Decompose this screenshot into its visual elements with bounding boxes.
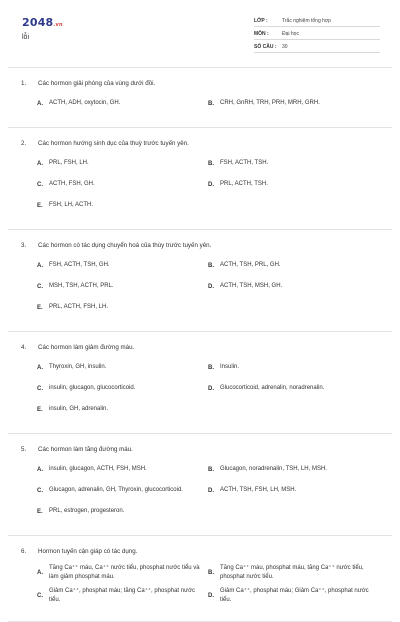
answer-option[interactable] (37, 198, 208, 213)
answer-option[interactable] (208, 177, 379, 192)
option-text: Glucagon, noradrenalin, TSH, LH, MSH. (220, 466, 327, 473)
option-text: Giảm Ca⁺⁺, phosphat máu; tăng Ca⁺⁺, phosphat nước tiểu. (49, 588, 196, 604)
question-item (8, 434, 392, 536)
option-text: ACTH, TSH, MSH, GH. (220, 283, 283, 290)
answer-option[interactable] (37, 177, 208, 192)
option-letter: C. (37, 283, 43, 290)
question-stem (8, 344, 392, 351)
option-letter: E. (37, 508, 43, 515)
meta-value: Đại học (282, 31, 299, 37)
option-letter: B. (208, 466, 214, 473)
option-letter: D. (208, 283, 214, 290)
question-number: 2. (21, 140, 27, 147)
meta-label: SỐ CÂU : (254, 44, 277, 50)
option-letter: C. (37, 181, 43, 188)
option-letter: C. (37, 385, 43, 392)
answer-option[interactable] (208, 483, 379, 498)
option-letter: A. (37, 160, 43, 167)
document-header (0, 0, 400, 64)
answer-option[interactable] (37, 156, 208, 171)
meta-value: 30 (282, 44, 288, 50)
answer-option[interactable] (37, 483, 208, 498)
option-letter: A. (37, 100, 43, 107)
answer-option[interactable] (208, 279, 379, 294)
meta-label: MÔN : (254, 31, 269, 37)
option-text: MSH, TSH, ACTH, PRL. (49, 283, 114, 290)
answer-option[interactable] (37, 564, 208, 581)
answer-option[interactable] (37, 279, 208, 294)
option-letter: D. (208, 487, 214, 494)
answer-options (8, 258, 392, 321)
option-letter: D. (208, 385, 214, 392)
meta-row-question-count (254, 40, 380, 53)
meta-row-subject (254, 27, 380, 40)
answer-options (8, 564, 392, 611)
question-number: 1. (21, 80, 27, 87)
option-letter: E. (37, 202, 43, 209)
question-item (8, 332, 392, 434)
logo-suffix: .vn (53, 22, 63, 28)
answer-option[interactable] (37, 258, 208, 273)
question-number: 3. (21, 242, 27, 249)
option-text: ACTH, ADH, oxytocin, GH. (49, 100, 121, 107)
question-text: Hormon tuyến cận giáp có tác dụng. (38, 548, 138, 555)
question-number: 5. (21, 446, 27, 453)
logo-text: 2048 (22, 16, 54, 29)
answer-option[interactable] (208, 360, 379, 375)
option-letter: D. (208, 181, 214, 188)
answer-options (8, 360, 392, 423)
meta-value: Trắc nghiệm tổng hợp (282, 18, 331, 24)
option-text: Giảm Ca⁺⁺, phosphat máu; Giảm Ca⁺⁺, phosphat nước tiểu. (220, 588, 369, 604)
option-letter: A. (37, 262, 43, 269)
answer-options (8, 462, 392, 525)
answer-option[interactable] (208, 96, 379, 111)
option-text: ACTH, TSH, FSH, LH, MSH. (220, 487, 297, 494)
question-stem (8, 242, 392, 249)
answer-option[interactable] (208, 258, 379, 273)
option-letter: E. (37, 304, 43, 311)
option-text: Glucagon, adrenalin, GH, Thyroxin, glucocorticoid. (49, 487, 183, 494)
option-letter: A. (37, 364, 43, 371)
answer-option[interactable] (37, 504, 208, 519)
answer-option[interactable] (37, 300, 208, 315)
question-stem (8, 80, 392, 87)
question-list (0, 68, 400, 622)
option-text: Tăng Ca⁺⁺ máu, phosphat máu, tăng Ca⁺⁺ nước tiểu, phosphat nước tiểu. (220, 565, 364, 580)
option-text: PRL, ACTH, TSH. (220, 181, 268, 188)
answer-option[interactable] (37, 381, 208, 396)
answer-option[interactable] (37, 402, 208, 417)
option-letter: E. (37, 406, 43, 413)
option-text: PRL, FSH, LH. (49, 160, 89, 167)
answer-option[interactable] (37, 360, 208, 375)
option-text: Insulin. (220, 364, 240, 371)
option-letter: B. (208, 262, 214, 269)
option-text: Tăng Ca⁺⁺ máu, Ca⁺⁺ nước tiểu, phosphat nước tiểu và làm giảm phosphat máu. (49, 565, 200, 580)
question-text: Các hormon hướng sinh dục của thuỳ trước tuyến yên. (38, 140, 189, 147)
question-number: 6. (21, 548, 27, 555)
option-text: Thyroxin, GH, insulin. (49, 364, 107, 371)
option-letter: C. (37, 593, 43, 600)
answer-option[interactable] (37, 462, 208, 477)
option-text: PRL, ACTH, FSH, LH. (49, 304, 109, 311)
question-text: Các hormon có tác dụng chuyển hoá của thùy trước tuyến yên. (38, 242, 212, 249)
answer-option[interactable] (208, 462, 379, 477)
option-letter: B. (208, 100, 214, 107)
answer-options (8, 96, 392, 117)
option-letter: C. (37, 487, 43, 494)
document-title: lỗi (22, 34, 30, 41)
option-letter: B. (208, 364, 214, 371)
option-text: insulin, glucagon, ACTH, FSH, MSH. (49, 466, 147, 473)
meta-label: LỚP : (254, 18, 268, 24)
option-letter: D. (208, 593, 214, 600)
option-text: CRH, GnRH, TRH, PRH, MRH, GRH. (220, 100, 320, 107)
site-logo[interactable] (22, 16, 63, 29)
question-text: Các hormon giải phóng của vùng dưới đồi. (38, 80, 156, 87)
option-text: ACTH, TSH, PRL, GH. (220, 262, 281, 269)
option-text: insulin, GH, adrenalin. (49, 406, 109, 413)
answer-option[interactable] (37, 587, 208, 604)
answer-option[interactable] (37, 96, 208, 111)
option-text: FSH, ACTH, TSH. (220, 160, 269, 167)
option-text: PRL, estrogen, progesteron. (49, 508, 125, 515)
option-text: FSH, LH, ACTH. (49, 202, 94, 209)
question-item (8, 68, 392, 128)
option-text: FSH, ACTH, TSH, GH. (49, 262, 110, 269)
question-number: 4. (21, 344, 27, 351)
question-stem (8, 446, 392, 453)
answer-option[interactable] (208, 564, 379, 581)
document-meta (254, 14, 380, 53)
question-item (8, 128, 392, 230)
answer-option[interactable] (208, 381, 379, 396)
answer-options (8, 156, 392, 219)
answer-option[interactable] (208, 156, 379, 171)
option-letter: B. (208, 160, 214, 167)
question-stem (8, 548, 392, 555)
option-letter: A. (37, 466, 43, 473)
option-text: Glucocorticoid, adrenalin, noradrenalin. (220, 385, 325, 392)
option-text: ACTH, FSH, GH. (49, 181, 95, 188)
question-text: Các hormon làm tăng đường máu. (38, 446, 133, 453)
meta-row-class (254, 14, 380, 27)
option-letter: A. (37, 569, 43, 576)
answer-option[interactable] (208, 587, 379, 604)
option-text: insulin, glucagon, glucocorticoid. (49, 385, 136, 392)
question-item (8, 536, 392, 622)
question-item (8, 230, 392, 332)
question-text: Các hormon làm giảm đường máu. (38, 344, 135, 351)
question-stem (8, 140, 392, 147)
option-letter: B. (208, 569, 214, 576)
